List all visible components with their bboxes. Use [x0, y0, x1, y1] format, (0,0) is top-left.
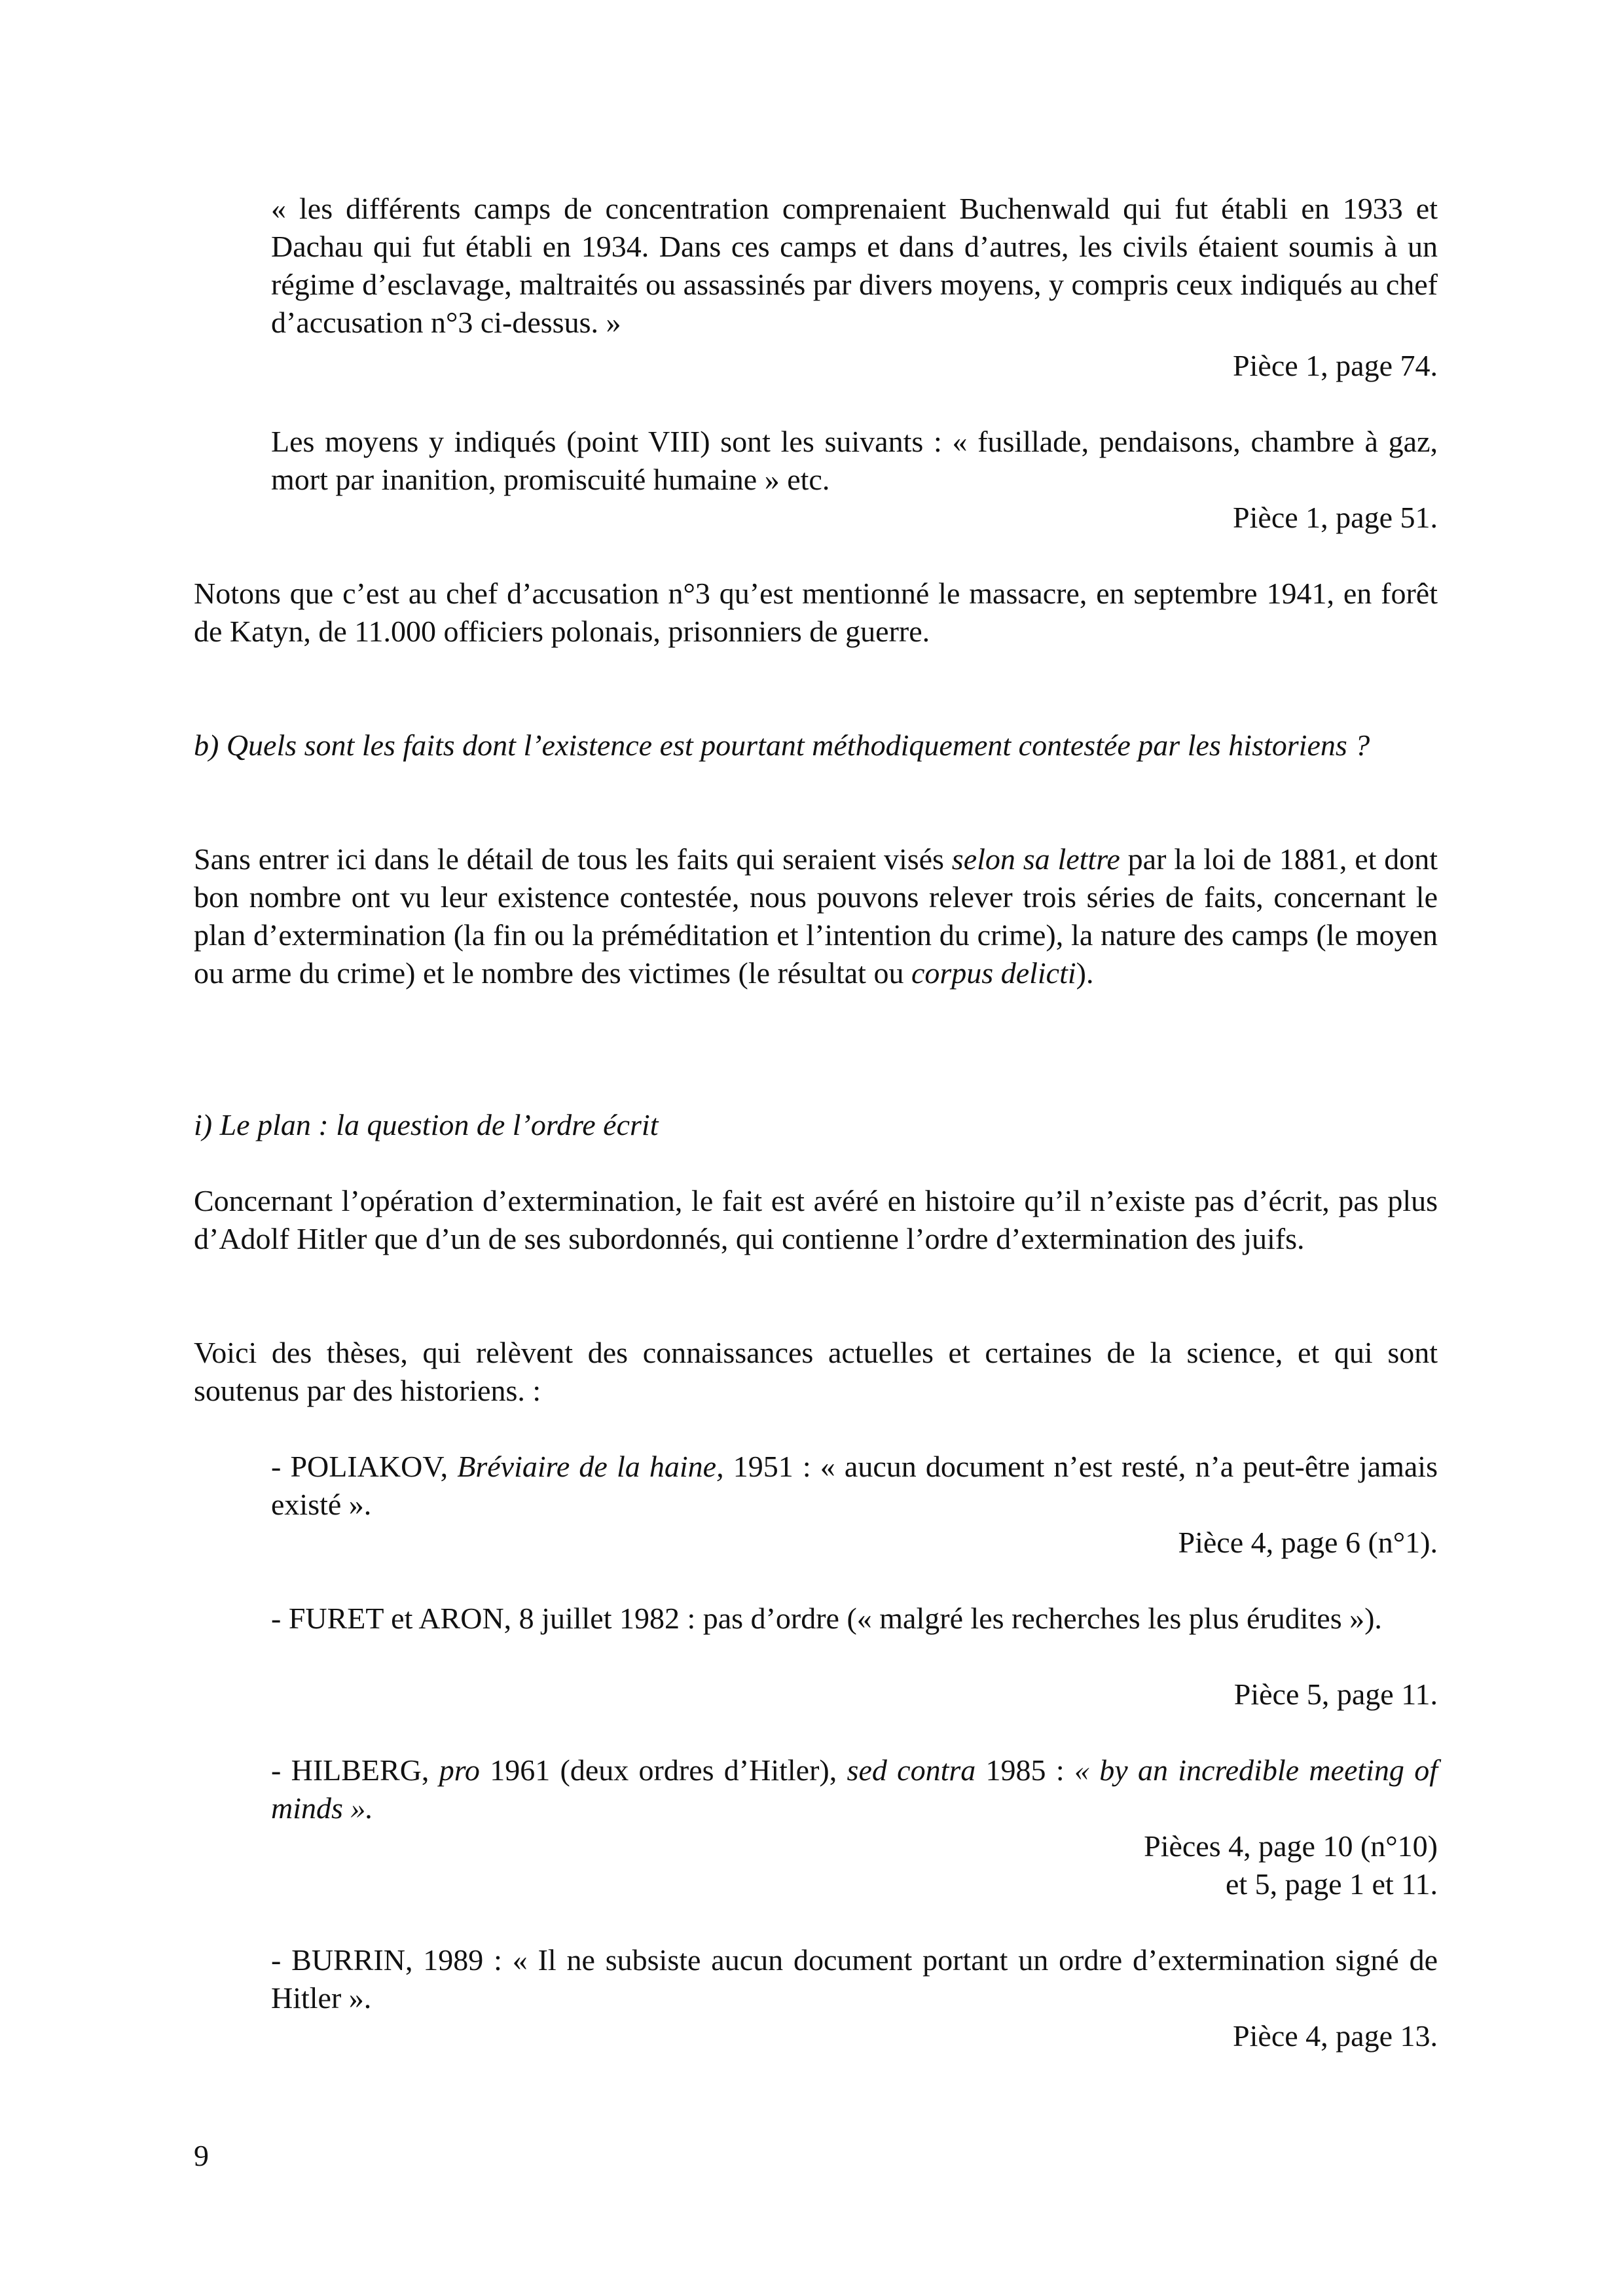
citation-poliakov: Pièce 4, page 6 (n°1). — [1178, 1526, 1438, 1559]
citation-piece1-p51: Pièce 1, page 51. — [1233, 501, 1438, 534]
citation-hilberg-line2: et 5, page 1 et 11. — [1225, 1867, 1438, 1901]
quote-means-text: Les moyens y indiqués (point VIII) sont les suivants : « fusillade, pendaisons, chambre à gaz, mort par inanition, promiscuité humaine » etc. — [271, 425, 1438, 496]
section-heading-i: i) Le plan : la question de l’ordre écrit — [194, 1108, 659, 1141]
section-heading-b: b) Quels sont les faits dont l’existence est pourtant méthodiquement contestée par les historiens ? — [194, 728, 1370, 762]
paragraph-katyn: Notons que c’est au chef d’accusation n°3 qu’est mentionné le massacre, en septembre 1941, en forêt de Katyn, de 11.000 officiers polonais, prisonniers de guerre. — [194, 577, 1438, 648]
item-hilberg: - HILBERG, pro 1961 (deux ordres d’Hitler), sed contra 1985 : « by an incredible meeting of minds ». — [271, 1753, 1438, 1825]
citation-hilberg-line1: Pièces 4, page 10 (n°10) — [1144, 1829, 1438, 1863]
page-number: 9 — [194, 2139, 209, 2172]
citation-piece1-p74: Pièce 1, page 74. — [1233, 349, 1438, 382]
citation-burrin: Pièce 4, page 13. — [1233, 2019, 1438, 2053]
paragraph-three-series: Sans entrer ici dans le détail de tous les faits qui seraient visés selon sa lettre par la loi de 1881, et dont bon nombre ont vu leur existence contestée, nous pouvons relever trois séries de faits, concernant le plan d’extermination (la fin ou la préméditation et l’intention du crime), la nature des camps (le moyen ou arme du crime) et le nombre des victimes (le résultat ou corpus delicti). — [194, 842, 1438, 990]
item-furet-aron: - FURET et ARON, 8 juillet 1982 : pas d’ordre (« malgré les recherches les plus érudites »). — [271, 1602, 1382, 1635]
paragraph-theses: Voici des thèses, qui relèvent des connaissances actuelles et certaines de la science, et qui sont soutenus par des historiens. : — [194, 1336, 1438, 1407]
quote-camps-text: « les différents camps de concentration comprenaient Buchenwald qui fut établi en 1933 et Dachau qui fut établi en 1934. Dans ces camps et dans d’autres, les civils étaient soumis à un régime d’esclavage, maltraités ou assassinés par divers moyens, y compris ceux indiqués au chef d’accusation n°3 ci-dessus. » — [271, 192, 1438, 339]
paragraph-operation: Concernant l’opération d’extermination, le fait est avéré en histoire qu’il n’existe pas d’écrit, pas plus d’Adolf Hitler que d’un de ses subordonnés, qui contienne l’ordre d’extermination des juifs. — [194, 1184, 1438, 1255]
item-burrin: - BURRIN, 1989 : « Il ne subsiste aucun document portant un ordre d’extermination signé de Hitler ». — [271, 1943, 1438, 2015]
citation-furet-aron: Pièce 5, page 11. — [1233, 1677, 1438, 1711]
item-poliakov: - POLIAKOV, Bréviaire de la haine, 1951 : « aucun document n’est resté, n’a peut-être jamais existé ». — [271, 1450, 1438, 1521]
